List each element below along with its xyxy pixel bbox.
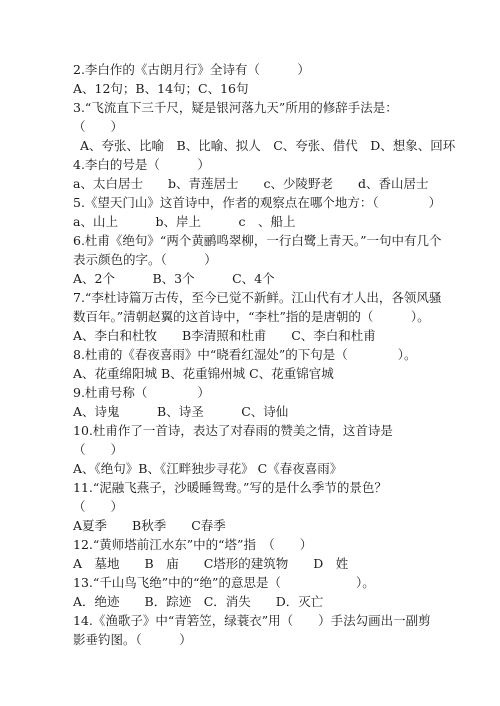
question-2-text: 2.李白作的《古朗月行》全诗有（ ） — [73, 62, 310, 77]
question-14-text-cont: 影垂钓图。（ ） — [73, 632, 192, 647]
question-3-options: A、夸张、比喻 B、比喻、拟人 C、夸张、借代 D、想象、回环 — [80, 138, 456, 153]
question-11-options: A夏季 B秋季 C春季 — [73, 518, 226, 533]
question-13-options: A．绝迹 B．踪迹 C．消失 D．灭亡 — [73, 594, 324, 609]
question-8-text: 8.杜甫的《春夜喜雨》中“晓看红湿处”的下句是（ ）。 — [73, 347, 417, 362]
question-14-text: 14.《渔歌子》中“青箬笠，绿蓑衣”用（ ）手法勾画出一副剪 — [73, 613, 431, 628]
question-6-text: 6.杜甫《绝句》“两个黄鹂鸣翠柳，一行白鹭上青天。”一句中有几个 — [73, 233, 442, 248]
question-11-answer-blank: （ ） — [73, 499, 124, 514]
question-11-text: 11.“泥融飞燕子，沙暖睡鸳鸯。”写的是什么季节的景色？ — [73, 480, 387, 495]
question-12-options: A 墓地 B 庙 C塔形的建筑物 D 姓 — [73, 556, 349, 571]
question-4-text: 4.李白的号是（ ） — [73, 157, 210, 172]
question-13-text: 13.“千山鸟飞绝”中的“绝”的意思是（ ）。 — [73, 575, 375, 590]
question-3-text: 3.“飞流直下三千尺，疑是银河落九天”所用的修辞手法是： — [73, 100, 398, 115]
question-6-options: A、2个 B、3个 C、4个 — [73, 271, 275, 286]
question-3-answer-blank: （ ） — [73, 119, 124, 134]
question-7-text-cont: 数百年。”清朝赵翼的这首诗中，“李杜”指的是唐朝的（ ）。 — [73, 309, 430, 324]
question-10-text: 10.杜甫作了一首诗，表达了对春雨的赞美之情，这首诗是 — [73, 423, 393, 438]
question-7-options: A、李白和杜牧 B李清照和杜甫 C、李白和杜甫 — [73, 328, 376, 343]
question-9-text: 9.杜甫号称（ ） — [73, 385, 210, 400]
question-7-text: 7.“李杜诗篇万古传，至今已觉不新鲜。江山代有才人出，各领风骚 — [73, 290, 442, 305]
question-2-options: A、12句；B、14句；C、16句 — [73, 81, 249, 96]
question-10-answer-blank: （ ） — [73, 442, 124, 457]
question-5-text: 5.《望天门山》这首诗中，作者的观察点在哪个地方：（ ） — [73, 195, 442, 210]
question-6-text-cont: 表示颜色的字。（ ） — [73, 252, 217, 267]
question-9-options: A、诗鬼 B、诗圣 C、诗仙 — [73, 404, 289, 419]
question-10-options: A、《绝句》B、《江畔独步寻花》 C《春夜喜雨》 — [73, 461, 343, 476]
question-12-text: 12.“黄师塔前江水东”中的“塔”指 （ ） — [73, 537, 313, 552]
question-4-options: a、太白居士 b、青莲居士 c、少陵野老 d、香山居士 — [73, 176, 429, 191]
question-5-options: a、山上 b、岸上 c 、船上 — [73, 214, 296, 229]
question-8-options: A、花重绵阳城 B、花重锦州城 C、花重锦官城 — [73, 366, 334, 381]
